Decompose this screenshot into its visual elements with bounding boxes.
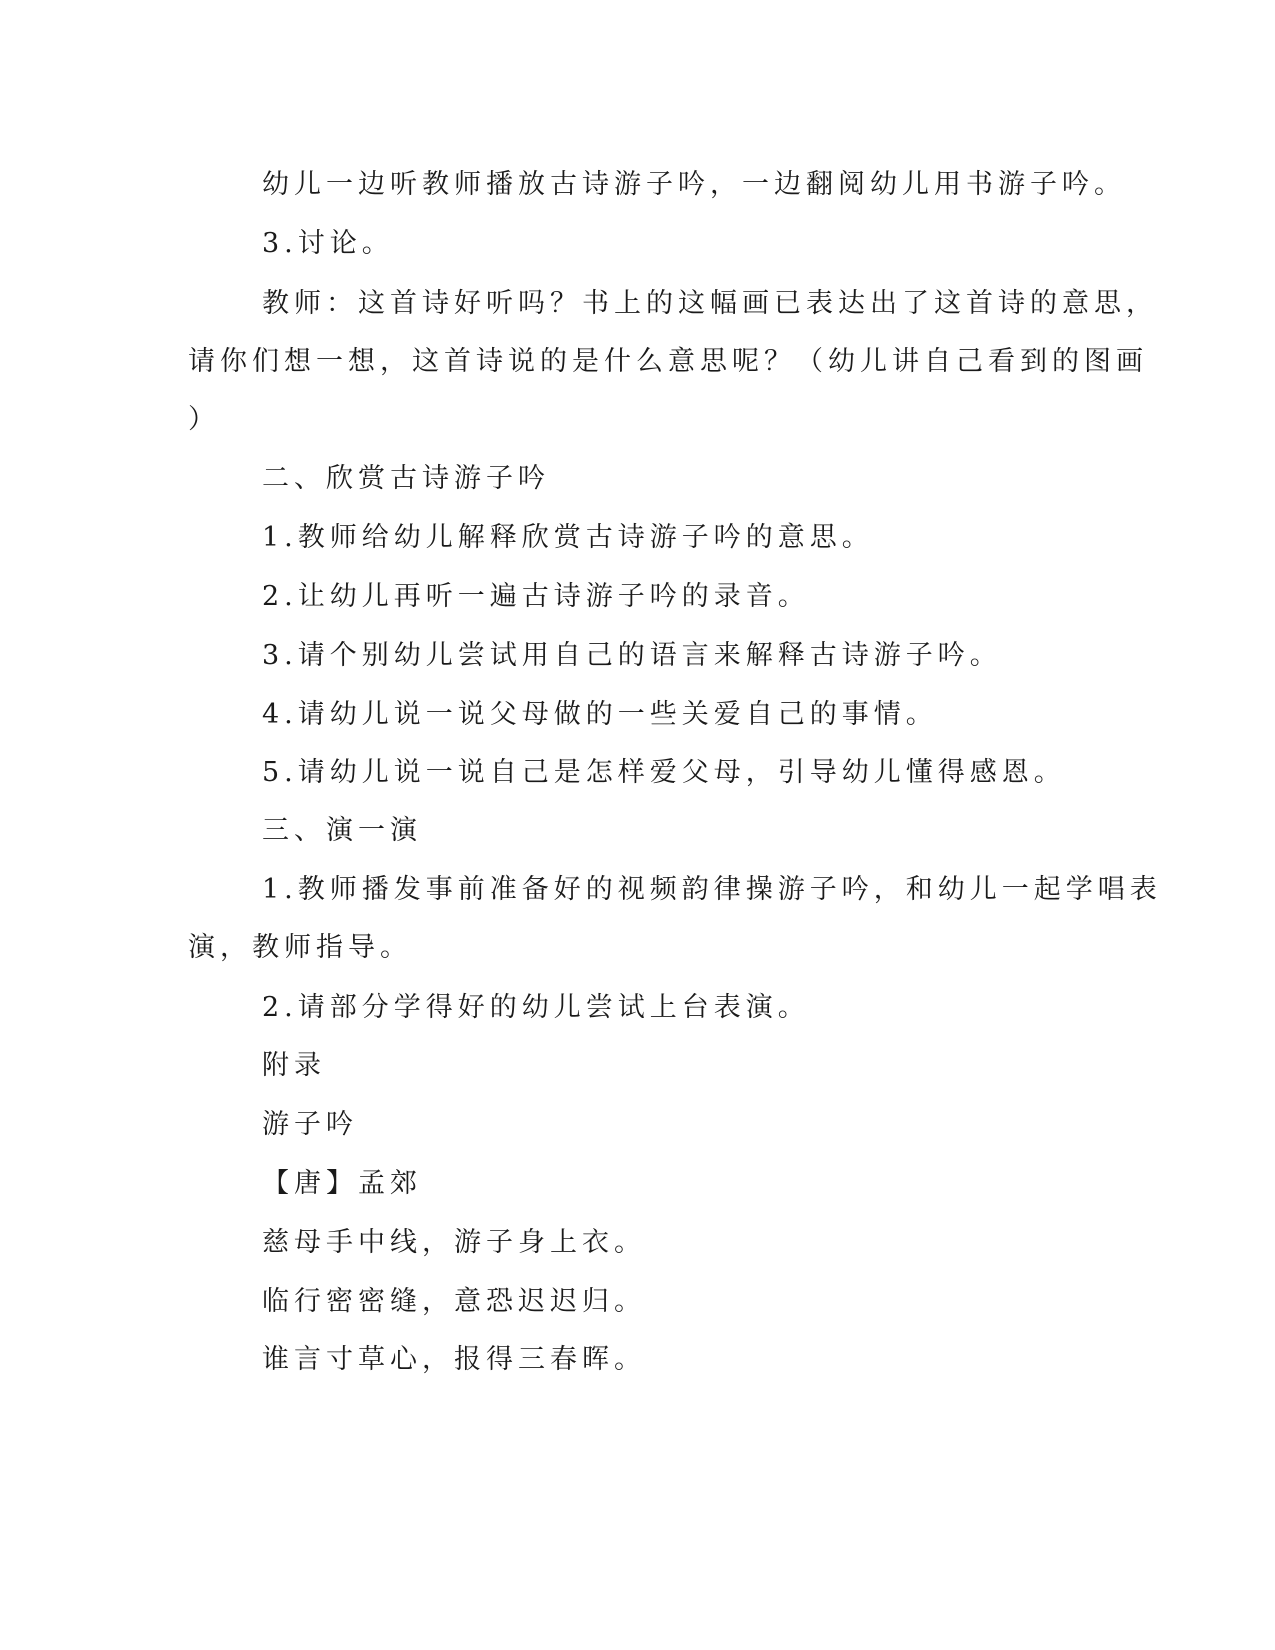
list-item: 1.教师播发事前准备好的视频韵律操游子吟，和幼儿一起学唱表: [262, 874, 1162, 905]
appendix-heading: 附录: [262, 1050, 326, 1081]
list-item: 5.请幼儿说一说自己是怎样爱父母，引导幼儿懂得感恩。: [262, 757, 1066, 788]
section-heading: 3.讨论。: [262, 228, 394, 259]
poem-author: 【唐】孟郊: [262, 1168, 422, 1199]
list-item: 1.教师给幼儿解释欣赏古诗游子吟的意思。: [262, 522, 874, 553]
section-heading: 二、欣赏古诗游子吟: [262, 463, 550, 494]
poem-line: 谁言寸草心，报得三春晖。: [262, 1344, 646, 1375]
list-item: 4.请幼儿说一说父母做的一些关爱自己的事情。: [262, 699, 938, 730]
poem-line: 慈母手中线，游子身上衣。: [262, 1227, 646, 1258]
poem-title: 游子吟: [262, 1109, 358, 1140]
list-item: 演，教师指导。: [188, 932, 412, 963]
section-heading: 三、演一演: [262, 815, 422, 846]
paragraph-line: 教师：这首诗好听吗？书上的这幅画已表达出了这首诗的意思，: [262, 288, 1158, 319]
list-item: 3.请个别幼儿尝试用自己的语言来解释古诗游子吟。: [262, 640, 1002, 671]
paragraph-line: ）: [188, 404, 220, 435]
paragraph-line: 请你们想一想，这首诗说的是什么意思呢？（幼儿讲自己看到的图画: [188, 346, 1148, 377]
poem-line: 临行密密缝，意恐迟迟归。: [262, 1286, 646, 1317]
paragraph-line: 幼儿一边听教师播放古诗游子吟，一边翻阅幼儿用书游子吟。: [262, 169, 1126, 200]
list-item: 2.请部分学得好的幼儿尝试上台表演。: [262, 992, 810, 1023]
list-item: 2.让幼儿再听一遍古诗游子吟的录音。: [262, 581, 810, 612]
